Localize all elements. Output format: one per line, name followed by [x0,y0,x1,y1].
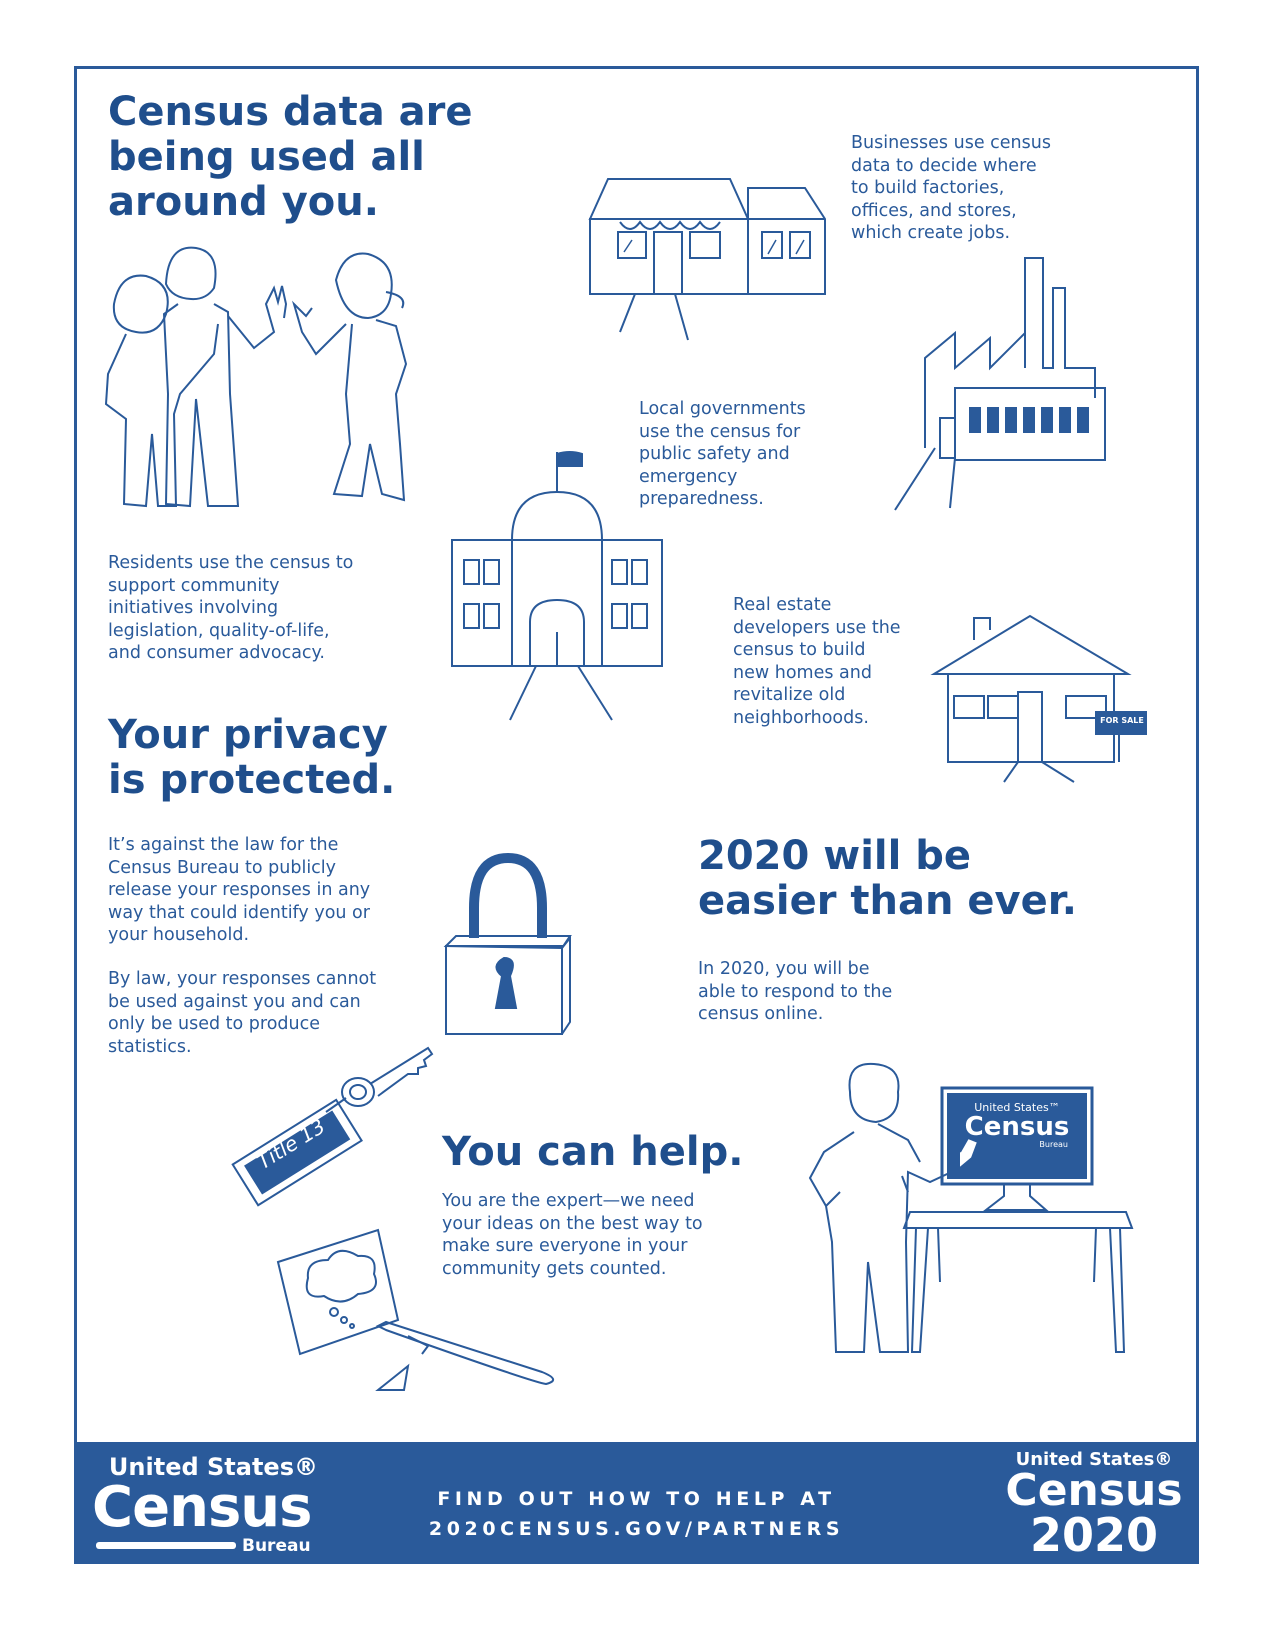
store-illustration [590,174,830,344]
local-government-text: Local governments use the census for public safety and emergency preparedness. [639,399,806,509]
left-logo-top: United States® [108,1453,318,1481]
right-logo-main: Census [1005,1465,1183,1516]
census-bureau-logo [92,1453,322,1556]
right-logo-top: United States® [1015,1449,1173,1470]
monitor-logo-main: Census [964,1112,1070,1142]
residents-text: Residents use the census to support community initiatives involving legislation, quality-of-life, and consumer advocacy. [108,553,354,663]
privacy-paragraph-2: By law, your responses cannot be used against you and can only be used to produce statistics. [108,969,377,1057]
footer-call-to-action: FIND OUT HOW TO HELP AT 2020CENSUS.GOV/PARTNERS [414,1484,859,1544]
monitor-census-logo [948,1102,1086,1150]
online-text: In 2020, you will be able to respond to the census online. [698,959,893,1024]
help-heading: You can help. [442,1129,744,1175]
privacy-heading: Your privacy is protected. [108,712,396,803]
left-logo-main: Census [92,1475,312,1540]
help-text: You are the expert—we need your ideas on the best way to make sure everyone in your community gets counted. [442,1191,703,1279]
partners-link[interactable]: 2020CENSUS.GOV/PARTNERS [428,1518,845,1540]
factory-illustration [895,258,1115,513]
monitor-logo-sub: Bureau [1039,1140,1068,1149]
people-illustration [106,244,436,524]
left-logo-underline [96,1542,236,1549]
left-logo-sub: Bureau [242,1536,311,1556]
notepad-pen-illustration [278,1230,568,1400]
privacy-paragraph-1: It’s against the law for the Census Bureau to publicly release your responses in any way that could identify you or your household. [108,835,371,945]
key-tag-label: Title 13 [252,1113,330,1175]
online-heading: 2020 will be easier than ever. [698,833,1077,924]
footer-banner [74,1442,1199,1564]
intro-heading: Census data are being used all around you. [108,89,473,225]
right-logo-year: 2020 [1029,1508,1159,1562]
businesses-text: Businesses use census data to decide where to build factories, offices, and stores, which create jobs. [851,133,1051,243]
census-2020-logo [1004,1449,1184,1562]
monitor-logo-top: United States™ [974,1101,1060,1114]
for-sale-sign: FOR SALE [1100,716,1144,725]
capitol-illustration [452,452,662,722]
padlock-illustration [446,858,570,1038]
house-illustration [934,612,1154,782]
real-estate-text: Real estate developers use the census to build new homes and revitalize old neighborhoods. [733,595,901,728]
